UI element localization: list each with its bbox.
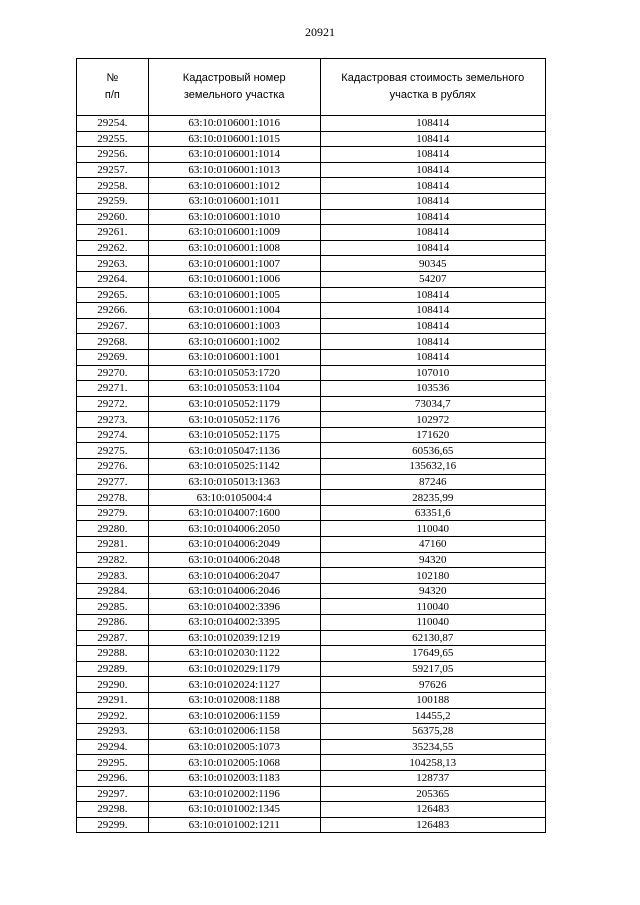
cell-cadastral-number: 63:10:0106001:1016 bbox=[148, 116, 320, 132]
cell-cadastral-number: 63:10:0105004:4 bbox=[148, 490, 320, 506]
table-row bbox=[77, 116, 546, 132]
table-row bbox=[77, 770, 546, 786]
table-row bbox=[77, 646, 546, 662]
cell-cadastral-number: 63:10:0105053:1104 bbox=[148, 381, 320, 397]
cell-cadastral-number: 63:10:0101002:1345 bbox=[148, 802, 320, 818]
cell-cadastral-value: 102180 bbox=[320, 568, 545, 584]
cell-number: 29278. bbox=[77, 490, 149, 506]
cell-cadastral-value: 171620 bbox=[320, 427, 545, 443]
table-row bbox=[77, 537, 546, 553]
table-row bbox=[77, 677, 546, 693]
cell-cadastral-number: 63:10:0102006:1158 bbox=[148, 724, 320, 740]
cell-cadastral-value: 56375,28 bbox=[320, 724, 545, 740]
cell-number: 29259. bbox=[77, 193, 149, 209]
cell-number: 29268. bbox=[77, 334, 149, 350]
cell-cadastral-number: 63:10:0102029:1179 bbox=[148, 661, 320, 677]
cell-cadastral-value: 59217,05 bbox=[320, 661, 545, 677]
cell-cadastral-value: 107010 bbox=[320, 365, 545, 381]
cell-number: 29290. bbox=[77, 677, 149, 693]
cell-cadastral-number: 63:10:0104006:2047 bbox=[148, 568, 320, 584]
table-row bbox=[77, 412, 546, 428]
cell-cadastral-value: 108414 bbox=[320, 287, 545, 303]
cell-number: 29288. bbox=[77, 646, 149, 662]
cell-number: 29271. bbox=[77, 381, 149, 397]
table-row bbox=[77, 287, 546, 303]
table-row bbox=[77, 521, 546, 537]
table-row bbox=[77, 209, 546, 225]
cell-number: 29264. bbox=[77, 271, 149, 287]
table-row bbox=[77, 443, 546, 459]
cell-cadastral-number: 63:10:0106001:1001 bbox=[148, 349, 320, 365]
cell-cadastral-number: 63:10:0102003:1183 bbox=[148, 770, 320, 786]
table-row bbox=[77, 225, 546, 241]
cell-cadastral-number: 63:10:0102002:1196 bbox=[148, 786, 320, 802]
table-row bbox=[77, 349, 546, 365]
table-row bbox=[77, 318, 546, 334]
table-row bbox=[77, 381, 546, 397]
cell-number: 29295. bbox=[77, 755, 149, 771]
table-row bbox=[77, 615, 546, 631]
table-row bbox=[77, 256, 546, 272]
cell-cadastral-number: 63:10:0105052:1176 bbox=[148, 412, 320, 428]
cell-cadastral-number: 63:10:0106001:1009 bbox=[148, 225, 320, 241]
cell-cadastral-number: 63:10:0106001:1005 bbox=[148, 287, 320, 303]
table-row bbox=[77, 802, 546, 818]
cell-number: 29258. bbox=[77, 178, 149, 194]
cell-cadastral-value: 110040 bbox=[320, 521, 545, 537]
cell-cadastral-value: 94320 bbox=[320, 583, 545, 599]
cell-number: 29263. bbox=[77, 256, 149, 272]
table-row bbox=[77, 178, 546, 194]
cell-number: 29266. bbox=[77, 303, 149, 319]
header-cadastral-number: Кадастровый номер земельного участка bbox=[148, 59, 320, 116]
cell-cadastral-value: 94320 bbox=[320, 552, 545, 568]
cell-number: 29279. bbox=[77, 505, 149, 521]
cell-cadastral-value: 126483 bbox=[320, 817, 545, 833]
cell-cadastral-value: 108414 bbox=[320, 303, 545, 319]
cell-cadastral-number: 63:10:0106001:1010 bbox=[148, 209, 320, 225]
cell-cadastral-value: 110040 bbox=[320, 615, 545, 631]
table-header bbox=[77, 59, 546, 116]
cell-number: 29274. bbox=[77, 427, 149, 443]
table-row bbox=[77, 162, 546, 178]
cell-cadastral-number: 63:10:0102008:1188 bbox=[148, 692, 320, 708]
table-row bbox=[77, 131, 546, 147]
cell-number: 29260. bbox=[77, 209, 149, 225]
cell-number: 29269. bbox=[77, 349, 149, 365]
table-row bbox=[77, 147, 546, 163]
cell-cadastral-number: 63:10:0102005:1068 bbox=[148, 755, 320, 771]
cell-cadastral-value: 108414 bbox=[320, 116, 545, 132]
cell-number: 29275. bbox=[77, 443, 149, 459]
cell-number: 29256. bbox=[77, 147, 149, 163]
cell-number: 29272. bbox=[77, 396, 149, 412]
cell-cadastral-value: 73034,7 bbox=[320, 396, 545, 412]
cell-cadastral-value: 126483 bbox=[320, 802, 545, 818]
cell-cadastral-value: 90345 bbox=[320, 256, 545, 272]
cell-cadastral-value: 54207 bbox=[320, 271, 545, 287]
table-row bbox=[77, 505, 546, 521]
cell-cadastral-number: 63:10:0102039:1219 bbox=[148, 630, 320, 646]
cell-number: 29270. bbox=[77, 365, 149, 381]
cell-number: 29299. bbox=[77, 817, 149, 833]
cell-cadastral-value: 47160 bbox=[320, 537, 545, 553]
cell-cadastral-number: 63:10:0106001:1006 bbox=[148, 271, 320, 287]
header-row bbox=[77, 59, 546, 116]
cell-cadastral-value: 108414 bbox=[320, 334, 545, 350]
cell-cadastral-value: 128737 bbox=[320, 770, 545, 786]
cell-cadastral-value: 108414 bbox=[320, 147, 545, 163]
cell-cadastral-number: 63:10:0105025:1142 bbox=[148, 459, 320, 475]
table-row bbox=[77, 474, 546, 490]
table-row bbox=[77, 427, 546, 443]
table-row bbox=[77, 193, 546, 209]
table-row bbox=[77, 490, 546, 506]
cell-number: 29276. bbox=[77, 459, 149, 475]
cell-cadastral-number: 63:10:0102005:1073 bbox=[148, 739, 320, 755]
table-row bbox=[77, 365, 546, 381]
cell-cadastral-value: 108414 bbox=[320, 178, 545, 194]
cell-cadastral-number: 63:10:0106001:1011 bbox=[148, 193, 320, 209]
cell-number: 29282. bbox=[77, 552, 149, 568]
cell-cadastral-value: 135632,16 bbox=[320, 459, 545, 475]
cell-cadastral-value: 108414 bbox=[320, 349, 545, 365]
cell-cadastral-value: 17649,65 bbox=[320, 646, 545, 662]
cell-number: 29261. bbox=[77, 225, 149, 241]
cell-cadastral-number: 63:10:0105053:1720 bbox=[148, 365, 320, 381]
cell-cadastral-number: 63:10:0106001:1008 bbox=[148, 240, 320, 256]
cell-cadastral-value: 108414 bbox=[320, 162, 545, 178]
cell-number: 29255. bbox=[77, 131, 149, 147]
table-row bbox=[77, 755, 546, 771]
cell-number: 29291. bbox=[77, 692, 149, 708]
table-row bbox=[77, 334, 546, 350]
cell-cadastral-number: 63:10:0102006:1159 bbox=[148, 708, 320, 724]
cell-cadastral-value: 102972 bbox=[320, 412, 545, 428]
page-number: 20921 bbox=[305, 25, 335, 39]
cell-number: 29297. bbox=[77, 786, 149, 802]
table-row bbox=[77, 396, 546, 412]
cell-cadastral-number: 63:10:0106001:1007 bbox=[148, 256, 320, 272]
cell-number: 29267. bbox=[77, 318, 149, 334]
cell-cadastral-value: 103536 bbox=[320, 381, 545, 397]
cell-cadastral-number: 63:10:0106001:1004 bbox=[148, 303, 320, 319]
cell-number: 29283. bbox=[77, 568, 149, 584]
cell-cadastral-value: 108414 bbox=[320, 131, 545, 147]
header-number: № п/п bbox=[77, 59, 149, 116]
cell-cadastral-value: 60536,65 bbox=[320, 443, 545, 459]
cell-number: 29265. bbox=[77, 287, 149, 303]
table-body bbox=[77, 116, 546, 833]
cell-cadastral-number: 63:10:0106001:1002 bbox=[148, 334, 320, 350]
table-row bbox=[77, 552, 546, 568]
table-row bbox=[77, 240, 546, 256]
cell-number: 29293. bbox=[77, 724, 149, 740]
cell-number: 29287. bbox=[77, 630, 149, 646]
cell-cadastral-value: 108414 bbox=[320, 318, 545, 334]
table-row bbox=[77, 692, 546, 708]
table-row bbox=[77, 599, 546, 615]
cell-number: 29254. bbox=[77, 116, 149, 132]
cell-cadastral-value: 28235,99 bbox=[320, 490, 545, 506]
table-row bbox=[77, 786, 546, 802]
cell-cadastral-value: 100188 bbox=[320, 692, 545, 708]
table-row bbox=[77, 271, 546, 287]
cell-cadastral-value: 87246 bbox=[320, 474, 545, 490]
cell-cadastral-number: 63:10:0101002:1211 bbox=[148, 817, 320, 833]
cell-cadastral-value: 104258,13 bbox=[320, 755, 545, 771]
cell-cadastral-number: 63:10:0104007:1600 bbox=[148, 505, 320, 521]
cell-cadastral-value: 62130,87 bbox=[320, 630, 545, 646]
cell-cadastral-value: 108414 bbox=[320, 225, 545, 241]
cell-cadastral-value: 108414 bbox=[320, 193, 545, 209]
header-cadastral-value: Кадастровая стоимость земельного участка в рублях bbox=[320, 59, 545, 116]
cell-cadastral-number: 63:10:0105013:1363 bbox=[148, 474, 320, 490]
cell-cadastral-number: 63:10:0104002:3395 bbox=[148, 615, 320, 631]
cell-cadastral-value: 108414 bbox=[320, 240, 545, 256]
cell-number: 29280. bbox=[77, 521, 149, 537]
table-row bbox=[77, 739, 546, 755]
cadastral-value-table bbox=[76, 58, 546, 833]
cell-number: 29262. bbox=[77, 240, 149, 256]
cell-cadastral-number: 63:10:0105052:1179 bbox=[148, 396, 320, 412]
table-row bbox=[77, 708, 546, 724]
cell-number: 29257. bbox=[77, 162, 149, 178]
table-row bbox=[77, 630, 546, 646]
cell-cadastral-value: 14455,2 bbox=[320, 708, 545, 724]
table-row bbox=[77, 568, 546, 584]
table-row bbox=[77, 303, 546, 319]
cell-number: 29294. bbox=[77, 739, 149, 755]
cell-cadastral-value: 63351,6 bbox=[320, 505, 545, 521]
table-row bbox=[77, 817, 546, 833]
cell-cadastral-number: 63:10:0106001:1015 bbox=[148, 131, 320, 147]
table-row bbox=[77, 724, 546, 740]
cell-cadastral-number: 63:10:0104006:2048 bbox=[148, 552, 320, 568]
cell-number: 29273. bbox=[77, 412, 149, 428]
cell-cadastral-number: 63:10:0104006:2050 bbox=[148, 521, 320, 537]
cell-number: 29281. bbox=[77, 537, 149, 553]
table-row bbox=[77, 583, 546, 599]
cell-cadastral-number: 63:10:0106001:1012 bbox=[148, 178, 320, 194]
cell-cadastral-value: 35234,55 bbox=[320, 739, 545, 755]
cell-number: 29298. bbox=[77, 802, 149, 818]
cell-cadastral-number: 63:10:0104006:2049 bbox=[148, 537, 320, 553]
cell-number: 29285. bbox=[77, 599, 149, 615]
cell-cadastral-number: 63:10:0104002:3396 bbox=[148, 599, 320, 615]
cell-number: 29284. bbox=[77, 583, 149, 599]
cell-cadastral-value: 97626 bbox=[320, 677, 545, 693]
table-row bbox=[77, 661, 546, 677]
cell-cadastral-number: 63:10:0105047:1136 bbox=[148, 443, 320, 459]
cell-cadastral-value: 108414 bbox=[320, 209, 545, 225]
cell-cadastral-number: 63:10:0106001:1013 bbox=[148, 162, 320, 178]
cell-number: 29277. bbox=[77, 474, 149, 490]
cell-number: 29292. bbox=[77, 708, 149, 724]
cell-cadastral-value: 110040 bbox=[320, 599, 545, 615]
cell-cadastral-number: 63:10:0106001:1003 bbox=[148, 318, 320, 334]
cell-cadastral-number: 63:10:0106001:1014 bbox=[148, 147, 320, 163]
cell-number: 29286. bbox=[77, 615, 149, 631]
cell-cadastral-number: 63:10:0102030:1122 bbox=[148, 646, 320, 662]
cell-number: 29289. bbox=[77, 661, 149, 677]
cell-cadastral-number: 63:10:0104006:2046 bbox=[148, 583, 320, 599]
cell-cadastral-number: 63:10:0102024:1127 bbox=[148, 677, 320, 693]
cell-cadastral-value: 205365 bbox=[320, 786, 545, 802]
table-row bbox=[77, 459, 546, 475]
cell-cadastral-number: 63:10:0105052:1175 bbox=[148, 427, 320, 443]
cell-number: 29296. bbox=[77, 770, 149, 786]
